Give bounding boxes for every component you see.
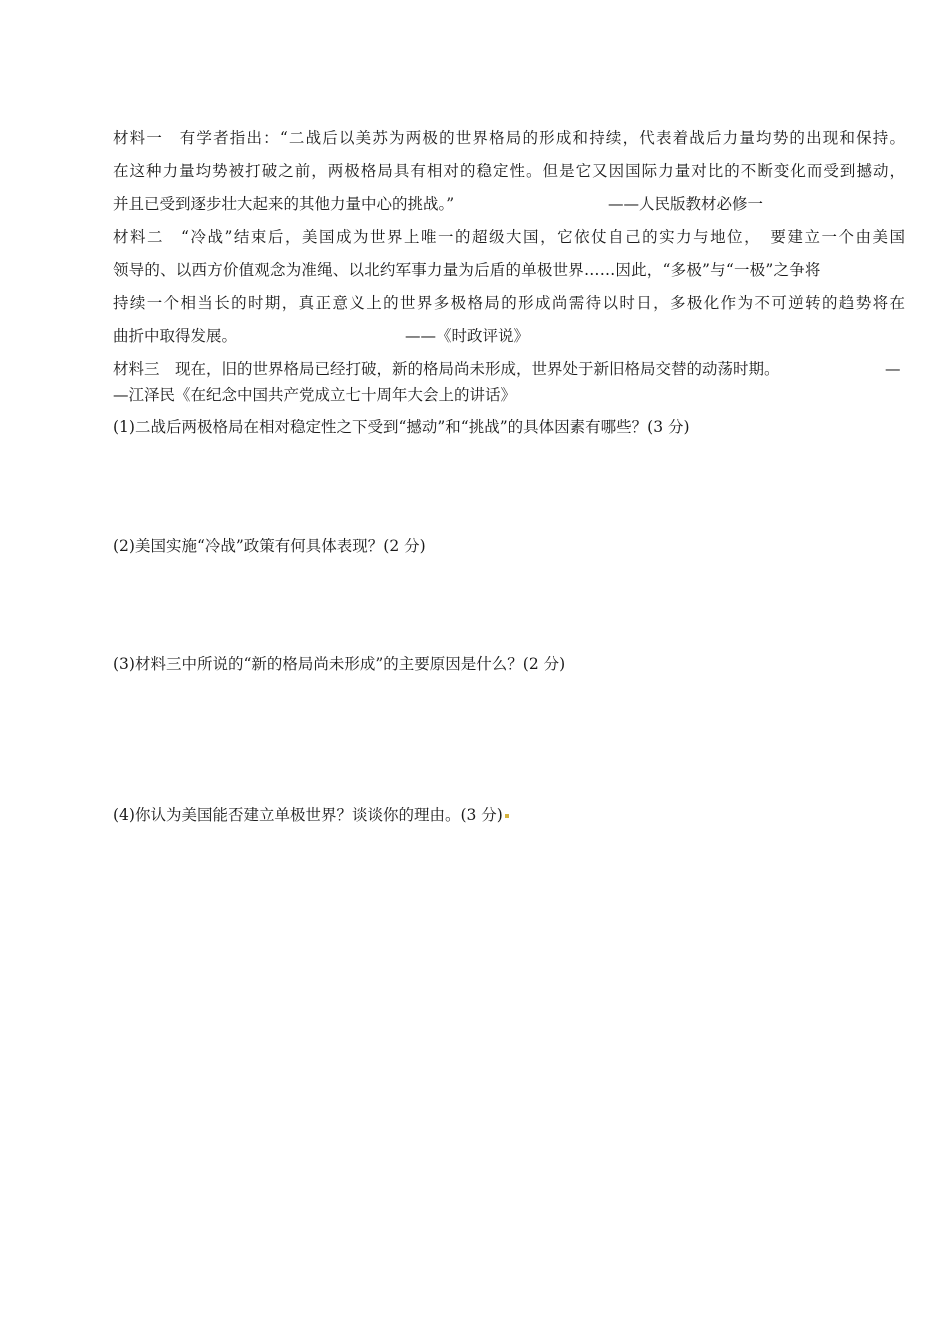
material2-line-3: 持续一个相当长的时期，真正意义上的世界多极格局的形成尚需待以时日，多极化作为不可逆转的趋势将在 — [113, 294, 905, 312]
material3-line-1: 材料三 现在，旧的世界格局已经打破，新的格局尚未形成，世界处于新旧格局交替的动荡时期。 — [113, 360, 780, 378]
marker-dot — [505, 814, 509, 818]
question-4 — [113, 804, 509, 826]
material3-source: —江泽民《在纪念中国共产党成立七十周年大会上的讲话》 — [113, 386, 517, 404]
question-1: (1)二战后两极格局在相对稳定性之下受到“撼动”和“挑战”的具体因素有哪些？(3 分) — [113, 418, 690, 436]
material2-line-1: 材料二 “冷战”结束后，美国成为世界上唯一的超级大国，它依仗自己的实力与地位， 要建立一个由美国 — [113, 228, 905, 246]
question-3: (3)材料三中所说的“新的格局尚未形成”的主要原因是什么？(2 分) — [113, 655, 566, 673]
material2-line-2: 领导的、以西方价值观念为准绳、以北约军事力量为后盾的单极世界……因此，“多极”与“一极”之争将 — [113, 261, 821, 279]
material2-source: ——《时政评说》 — [405, 327, 530, 345]
material2-line-4: 曲折中取得发展。 — [113, 327, 238, 345]
material1-line-1: 材料一 有学者指出：“二战后以美苏为两极的世界格局的形成和持续，代表着战后力量均势的出现和保持。 — [113, 129, 905, 147]
question-4-text: (4)你认为美国能否建立单极世界？谈谈你的理由。(3 分) — [113, 806, 503, 824]
material1-line-2: 在这种力量均势被打破之前，两极格局具有相对的稳定性。但是它又因国际力量对比的不断变化而受到撼动， — [113, 162, 905, 180]
question-2: (2)美国实施“冷战”政策有何具体表现？(2 分) — [113, 537, 426, 555]
material3-dash: — — [885, 360, 901, 378]
material1-line-3: 并且已受到逐步壮大起来的其他力量中心的挑战。” — [113, 195, 455, 213]
material1-source: ——人民版教材必修一 — [608, 195, 764, 213]
